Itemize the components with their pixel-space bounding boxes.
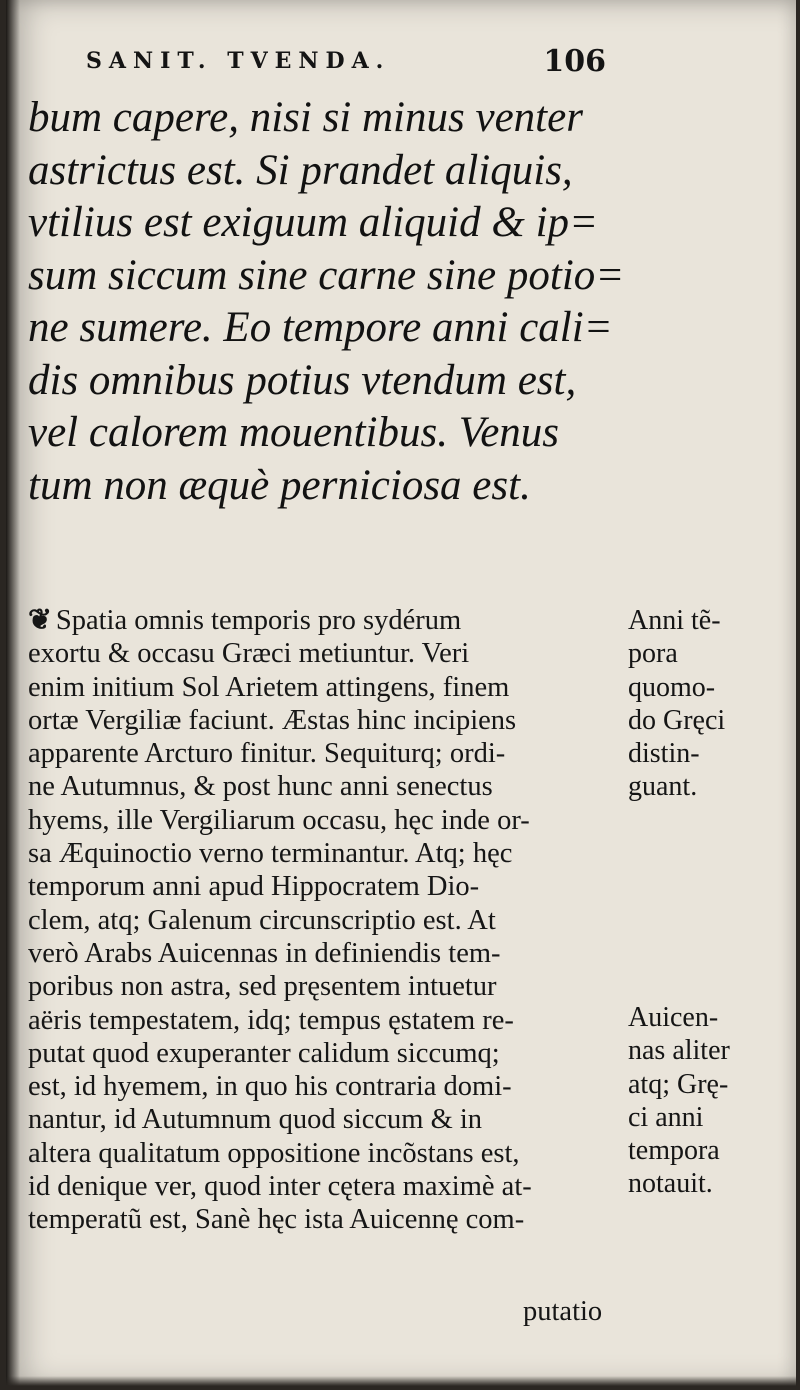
page-header xyxy=(86,44,606,84)
text-line: tum non æquè perniciosa est. xyxy=(28,461,531,509)
text-line: altera qualitatum oppositione incõstans est, xyxy=(28,1137,520,1169)
marginal-note xyxy=(628,1001,778,1201)
text-line: exortu & occasu Græci metiuntur. Veri xyxy=(28,638,470,670)
text-line: nantur, id Autumnum quod siccum & in xyxy=(28,1104,483,1136)
text-line: bum capere, nisi si minus venter xyxy=(28,94,583,141)
note-line: notauit. xyxy=(628,1168,713,1200)
line-text: Spatia omnis temporis pro sydérum xyxy=(55,605,462,636)
note-line: Anni tẽ- xyxy=(628,605,721,636)
text-line: aëris tempestatem, idq; tempus ęstatem re- xyxy=(28,1004,514,1036)
note-line: guant. xyxy=(628,771,698,803)
note-line: nas aliter xyxy=(628,1035,730,1067)
text-line: sum siccum sine carne sine potio= xyxy=(28,251,625,299)
note-line: tempora xyxy=(628,1135,720,1167)
roman-text-block xyxy=(28,604,628,1237)
note-line: pora xyxy=(628,638,678,670)
italic-text-block xyxy=(28,92,625,512)
text-line: est, id hyemem, in quo his contraria domi- xyxy=(28,1071,512,1103)
note-line: ci anni xyxy=(628,1101,704,1133)
text-line: enim initium Sol Arietem attingens, finem xyxy=(28,671,510,703)
marginal-note xyxy=(628,604,778,804)
text-line xyxy=(28,604,628,637)
text-line: astrictus est. Si prandet aliquis, xyxy=(28,146,573,194)
text-line: sa Æquinoctio verno terminantur. Atq; hęc xyxy=(28,838,513,870)
text-line: hyems, ille Vergiliarum occasu, hęc inde or- xyxy=(28,804,530,836)
text-line: clem, atq; Galenum circunscriptio est. At xyxy=(28,904,496,936)
text-line: poribus non astra, sed pręsentem intuetur xyxy=(28,971,497,1003)
note-line: do Gręci xyxy=(628,704,726,736)
text-line: putat quod exuperanter calidum siccumq; xyxy=(28,1037,500,1069)
note-line: atq; Grę- xyxy=(628,1068,729,1100)
page-number: 106 xyxy=(543,44,606,79)
binding-gutter xyxy=(6,0,20,1386)
catchword: putatio xyxy=(523,1296,603,1327)
text-line: apparente Arcturo finitur. Sequiturq; ordi- xyxy=(28,738,506,770)
text-line: ne sumere. Eo tempore anni cali= xyxy=(28,304,613,351)
text-line: vel calorem mouentibus. Venus xyxy=(28,409,560,456)
text-line: verò Arabs Auicennas in definiendis tem- xyxy=(28,937,501,969)
page-bottom-edge xyxy=(6,1376,796,1386)
pilcrow-icon: ❦ xyxy=(28,605,52,636)
text-line: ortæ Vergiliæ faciunt. Æstas hinc incipiens xyxy=(28,704,517,736)
text-line: temperatũ est, Sanè hęc ista Auicennę com- xyxy=(28,1204,525,1236)
note-line: quomo- xyxy=(628,671,716,703)
text-line: dis omnibus potius vtendum est, xyxy=(28,356,577,404)
text-line: id denique ver, quod inter cętera maximè at- xyxy=(28,1171,532,1203)
text-line: ne Autumnus, & post hunc anni senectus xyxy=(28,771,493,803)
text-line: temporum anni apud Hippocratem Dio- xyxy=(28,871,480,903)
note-line: distin- xyxy=(628,738,700,770)
running-head: SANIT. TVENDA. xyxy=(86,48,391,74)
text-line: vtilius est exiguum aliquid & ip= xyxy=(28,199,599,246)
note-line: Auicen- xyxy=(628,1002,719,1033)
book-page xyxy=(6,0,796,1386)
